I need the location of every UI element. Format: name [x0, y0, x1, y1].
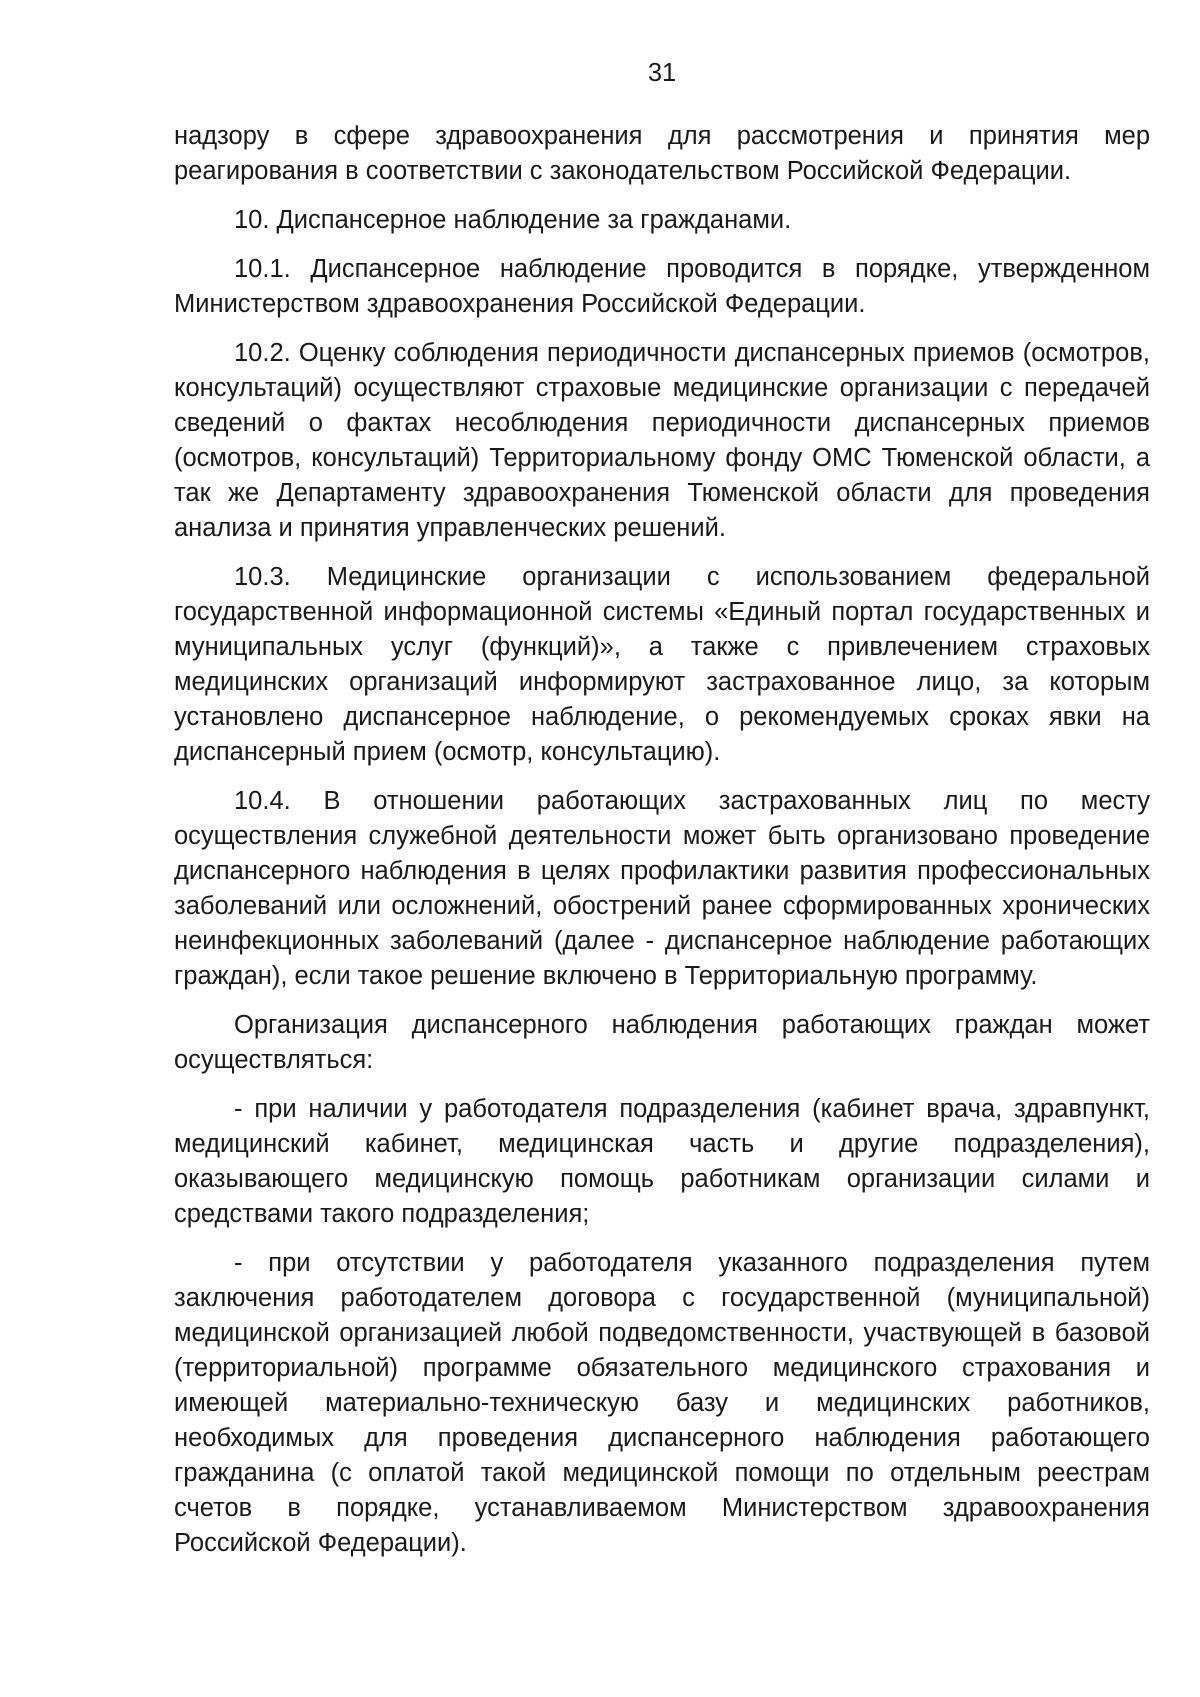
document-page	[174, 0, 1150, 1575]
list-item-without-subdivision: - при отсутствии у работодателя указанного подразделения путем заключения работодателем договора с государственной (муниципальной) медицинской организацией любой подведомственности, участвующей в базовой (территориальной) программе обязательного медицинского страхования и имеющей материально-техническую базу и медицинских работников, необходимых для проведения диспансерного наблюдения работающего гражданина (с оплатой такой медицинской помощи по отдельным реестрам счетов в порядке, устанавливаемом Министерством здравоохранения Российской Федерации).	[174, 1249, 1150, 1557]
paragraph-10-3: 10.3. Медицинские организации с использованием федеральной государственной информационной системы «Единый портал государственных и муниципальных услуг (функций)», а также с привлечением страховых медицинских организаций информируют застрахованное лицо, за которым установлено диспансерное наблюдение, о рекомендуемых сроках явки на диспансерный прием (осмотр, консультацию).	[174, 563, 1150, 766]
paragraph-continuation: надзору в сфере здравоохранения для рассмотрения и принятия мер реагирования в соответствии с законодательством Российской Федерации.	[174, 122, 1150, 185]
page-number: 31	[647, 59, 677, 87]
paragraph-10-4: 10.4. В отношении работающих застрахованных лиц по месту осуществления служебной деятельности может быть организовано проведение диспансерного наблюдения в целях профилактики развития профессиональных заболеваний или осложнений, обострений ранее сформированных хронических неинфекционных заболеваний (далее - диспансерное наблюдение работающих граждан), если такое решение включено в Территориальную программу.	[174, 787, 1150, 990]
paragraph-10-1: 10.1. Диспансерное наблюдение проводится в порядке, утвержденном Министерством здравоохранения Российской Федерации.	[174, 255, 1150, 318]
list-item-with-subdivision: - при наличии у работодателя подразделения (кабинет врача, здравпункт, медицинский кабинет, медицинская часть и другие подразделения), оказывающего медицинскую помощь работникам организации силами и средствами такого подразделения;	[174, 1095, 1150, 1228]
paragraph-10-2: 10.2. Оценку соблюдения периодичности диспансерных приемов (осмотров, консультаций) осуществляют страховые медицинские организации с передачей сведений о фактах несоблюдения периодичности диспансерных приемов (осмотров, консультаций) Территориальному фонду ОМС Тюменской области, а так же Департаменту здравоохранения Тюменской области для проведения анализа и принятия управленческих решений.	[174, 339, 1150, 542]
section-heading-10: 10. Диспансерное наблюдение за гражданами.	[234, 206, 792, 234]
paragraph-organization: Организация диспансерного наблюдения работающих граждан может осуществляться:	[174, 1011, 1150, 1074]
